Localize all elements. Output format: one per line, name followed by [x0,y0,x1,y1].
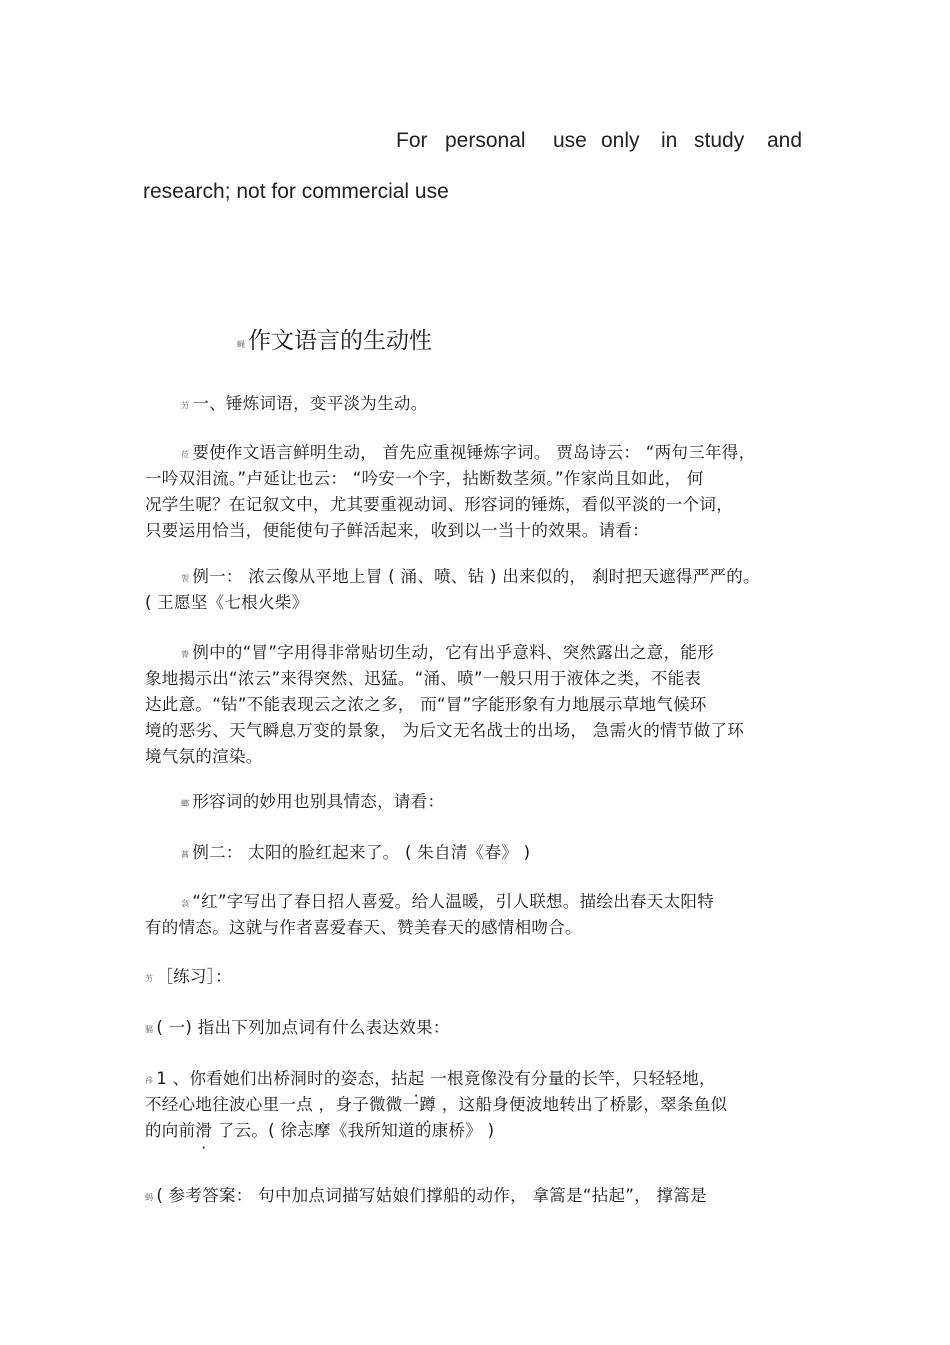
text-line: 只要运用恰当，便能使句子鲜活起来，收到以一当十的效果。请看： [145,521,649,540]
text-segment: 一根竟像没有分量的长竿，只轻轻地， [424,1069,716,1088]
paragraph-intro [145,440,807,544]
question-intro [145,1015,807,1041]
text-line: 达此意。“钻”不能表现云之浓之多， 而“冒”字能形象有力地展示草地气候环 [145,695,707,714]
notice-word: use [553,129,587,152]
notice-word: personal [445,129,526,152]
example-one [145,564,807,616]
page-title [237,326,432,360]
question-one [145,1066,807,1144]
section-heading [145,391,807,417]
practice-heading [145,964,807,990]
text-line: 形容词的妙用也别具情态，请看： [192,792,445,811]
page-marker: 膂 [181,650,190,659]
text-line: 例中的“冒”字用得非常贴切生动，它有出乎意料、突然露出之意，能形 [192,643,715,662]
text-line: 况学生呢？在记叙文中，尤其要重视动词、形容词的锤炼，看似平淡的一个词， [145,495,733,514]
page-marker: 蒿 [181,850,190,859]
page-marker: 莅 [181,450,190,459]
dotted-word: 起 [407,1069,425,1088]
page-marker: 蚂 [145,1193,154,1202]
page-marker: 芀 [181,401,190,410]
page-marker: 祎 [145,1076,154,1085]
answer [145,1183,807,1209]
section-heading-text: 一、锤炼词语，变平淡为生动。 [192,394,428,413]
title-text: 作文语言的生动性 [248,328,432,354]
text-line: 要使作文语言鲜明生动， 首先应重视锤炼字词。 贾岛诗云： “两句三年得， [192,443,756,462]
page-marker: 袈 [181,574,190,583]
practice-text: ［练习］： [156,967,233,986]
dotted-word: 蹲 [419,1095,437,1114]
text-segment: ，这船身便波地转出了桥影，翠条鱼似 [436,1095,728,1114]
page-marker: 膈 [145,1025,154,1034]
text-line: 例二： 太阳的脸红起来了。 ( 朱自清《春》 ) [192,843,531,862]
paragraph-analysis-one [145,640,807,770]
text-line: 例一： 浓云像从平地上冒 ( 涌、喷、钻 ) 出来似的， 刹时把天遮得严严的。 [192,567,760,586]
notice-line2: research; not for commercial use [143,180,449,203]
notice-word: only [601,129,640,152]
text-segment: 1 、你看她们出桥洞时的姿态，拈 [156,1069,408,1088]
text-line: 一吟双泪流。”卢延让也云： “吟安一个字，拈断数茎须。”作家尚且如此， 何 [145,469,704,488]
page-marker: 蝇 [237,340,245,349]
dotted-word: 滑 [195,1121,213,1140]
text-segment: ，身子微微一 [313,1095,420,1114]
answer-text: ( 参考答案： 句中加点词描写姑娘们撑船的动作， 拿篙是“拈起”， 撑篙是 [156,1186,707,1205]
text-segment: 的向前 [145,1121,196,1140]
text-line: 有的情态。这就与作者喜爱春天、赞美春天的感情相吻合。 [145,918,582,937]
page-marker: 螂 [181,799,190,808]
text-line: 境气氛的渲染。 [145,747,263,766]
notice-word: in [661,129,678,152]
dotted-word: 点 [296,1095,314,1114]
page-marker: 袅 [181,899,190,908]
question-intro-text: ( 一) 指出下列加点词有什么表达效果： [156,1018,450,1037]
notice-word: and [767,129,803,152]
paragraph-adjective [145,789,807,815]
page-marker: 艻 [145,974,154,983]
text-line: “红”字写出了春日招人喜爱。给人温暖，引人联想。描绘出春天太阳特 [192,892,715,911]
paragraph-analysis-two [145,889,807,941]
example-two [145,840,807,866]
text-line: 象地揭示出“浓云”来得突然、迅猛。“涌、喷”一般只用于液体之类，不能表 [145,669,702,688]
text-line: ( 王愿坚《七根火柴》 [145,593,309,612]
notice-word: study [694,129,745,152]
text-segment: 不经心地往波心里一 [145,1095,297,1114]
notice-word: For [396,129,428,152]
text-segment: 了云。( 徐志摩《我所知道的康桥》 ) [212,1121,495,1140]
text-line: 境的恶劣、天气瞬息万变的景象， 为后文无名战士的出场， 急需火的情节做了环 [145,721,745,740]
